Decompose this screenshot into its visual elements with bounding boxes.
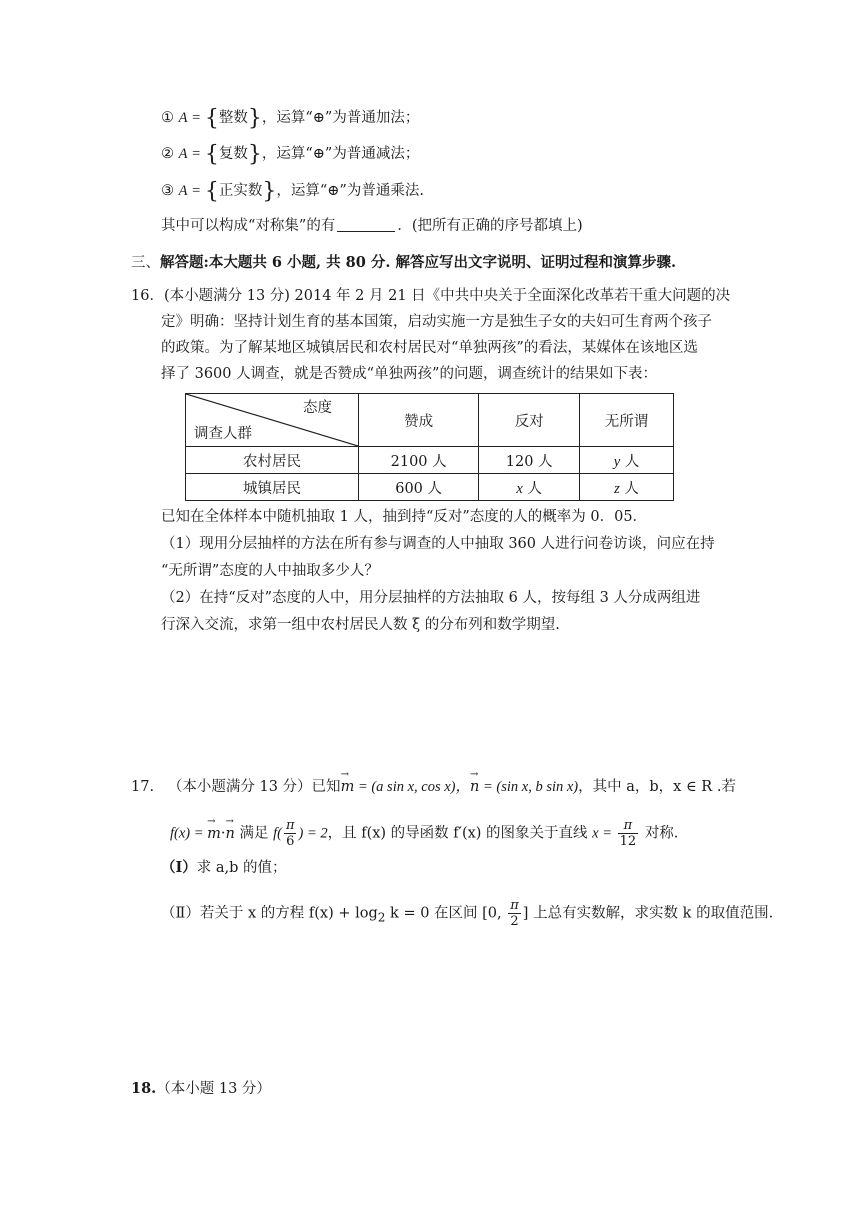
fraction-denominator: 12 xyxy=(619,834,637,849)
vector-n-value: = (sin x, b sin x) xyxy=(479,779,579,795)
x-equals: x = xyxy=(592,825,616,842)
q16-after-4: （2）在持“反对”态度的人中，用分层抽样的方法抽取 6 人，按每组 3 人分成两组进 xyxy=(161,590,701,606)
q17-part-1 xyxy=(161,857,287,879)
q16-line-3: 的政策。为了解某地区城镇居民和农村居民对“单独两孩”的看法，某媒体在该地区选 xyxy=(161,340,698,356)
question-number: 18. xyxy=(131,1080,157,1097)
part-text: k = 0 在区间 [0, xyxy=(385,905,507,922)
fill-in-note: ．(把所有正确的序号都填上) xyxy=(397,218,583,234)
equals-sign: = xyxy=(192,183,201,199)
option-number: ③ xyxy=(161,183,174,199)
cell-unit: 人 xyxy=(619,480,639,497)
q16-after-5: 行深入交流，求第一组中农村居民人数 ξ 的分布列和数学期望. xyxy=(161,617,560,633)
part-label: （Ⅱ） xyxy=(161,905,200,922)
survey-table xyxy=(185,393,674,501)
cell-value: x xyxy=(516,480,523,497)
set-variable: A xyxy=(178,146,188,162)
option-text: ，运算“⊕”为普通乘法. xyxy=(276,183,424,199)
row-group-cell: 城镇居民 xyxy=(186,474,359,501)
cell-unit: 人 xyxy=(427,453,447,470)
q17-line-2 xyxy=(170,818,678,849)
option-2 xyxy=(161,143,419,166)
cell-value: z xyxy=(614,480,620,497)
option-1 xyxy=(161,107,419,130)
cell-value: y xyxy=(613,453,621,470)
f-definition: f(x) = xyxy=(170,825,208,842)
brace-open: { xyxy=(204,106,219,131)
brace-close: } xyxy=(247,106,262,131)
vector-n: → n xyxy=(226,819,235,849)
q17-intro: （本小题满分 13 分）已知 xyxy=(167,779,341,795)
corner-cell xyxy=(186,394,359,447)
vector-m-value: = (a sin x, cos x)， xyxy=(354,779,471,795)
equals-sign: = xyxy=(192,110,201,126)
q16-line-1: 16．(本小题满分 13 分) 2014 年 2 月 21 日《中共中央关于全面深化改革若干重大问题的决 xyxy=(131,288,731,304)
q16-after-2: （1）现用分层抽样的方法在所有参与调查的人中抽取 360 人进行问卷访谈，问应在持 xyxy=(161,536,715,552)
cell-unit: 人 xyxy=(522,480,542,497)
set-variable: A xyxy=(178,110,188,126)
vector-m: → m xyxy=(341,776,355,798)
table-cell xyxy=(479,474,580,501)
row-group-cell: 农村居民 xyxy=(186,447,359,474)
brace-close: } xyxy=(247,142,262,167)
set-content: 整数 xyxy=(218,110,248,126)
q17-where: ，其中 a，b，x ∈ R .若 xyxy=(578,779,736,795)
part-text: 若关于 x 的方程 f(x) + log xyxy=(199,905,378,922)
table-cell xyxy=(359,447,479,474)
q18-heading xyxy=(131,1078,271,1100)
brace-open: { xyxy=(204,142,219,167)
table-cell xyxy=(359,474,479,501)
cell-value: 600 xyxy=(395,480,423,497)
section-title: 解答题:本大题共 6 小题, 共 80 分. 解答应写出文字说明、证明过程和演算步骤. xyxy=(160,254,677,271)
dot-operator: · xyxy=(220,825,226,842)
brace-open: { xyxy=(204,179,219,204)
answer-blank[interactable] xyxy=(337,217,395,232)
equals-sign: = xyxy=(192,146,201,162)
q18-text: （本小题 13 分） xyxy=(156,1081,271,1097)
pi-over-6-fraction xyxy=(284,818,297,849)
f-call: f( xyxy=(273,825,282,842)
fraction-numerator: π xyxy=(618,818,639,834)
q16-after-3: “无所谓”态度的人中抽取多少人？ xyxy=(161,563,379,579)
fill-in-text: 其中可以构成“对称集”的有 xyxy=(161,218,336,234)
cell-unit: 人 xyxy=(533,453,553,470)
cell-unit: 人 xyxy=(620,453,640,470)
table-row xyxy=(186,447,674,474)
fraction-denominator: 2 xyxy=(510,914,519,929)
table-cell xyxy=(580,474,674,501)
pi-over-12-fraction xyxy=(618,818,639,849)
option-3 xyxy=(161,180,424,203)
option-text: ，运算“⊕”为普通加法； xyxy=(261,110,420,126)
header-cell: 反对 xyxy=(479,394,580,447)
fraction-numerator: π xyxy=(510,898,519,913)
header-cell: 赞成 xyxy=(359,394,479,447)
q16-line-4: 择了 3600 人调查，就是否赞成“单独两孩”的问题，调查统计的结果如下表： xyxy=(161,366,657,382)
derivative-text: ，且 f(x) 的导函数 f′(x) 的图象关于直线 xyxy=(327,825,588,842)
header-cell: 无所谓 xyxy=(580,394,674,447)
vector-m: → m xyxy=(207,819,221,849)
pi-over-2-fraction xyxy=(508,898,521,929)
satisfy-text: 满足 xyxy=(239,825,269,842)
q16-line-2: 定》明确：坚持计划生育的基本国策，启动实施一方是独生子女的夫妇可生育两个孩子 xyxy=(161,314,712,330)
fraction-numerator: π xyxy=(285,818,295,833)
set-content: 复数 xyxy=(218,146,248,162)
q16-after-1: 已知在全体样本中随机抽取 1 人，抽到持“反对”态度的人的概率为 0．05． xyxy=(161,509,648,525)
table-row xyxy=(186,474,674,501)
section-heading xyxy=(131,252,676,274)
table-cell xyxy=(580,447,674,474)
question-number: 17. xyxy=(131,779,155,795)
f-value: ) = 2 xyxy=(298,825,328,842)
corner-top-label: 态度 xyxy=(303,400,332,416)
section-number: 三、 xyxy=(131,255,160,271)
q17-line-1 xyxy=(131,776,736,798)
cell-unit: 人 xyxy=(422,480,443,497)
symmetry-text: 对称. xyxy=(644,825,679,842)
cell-value: 120 xyxy=(505,453,534,470)
part-text: 求 a,b 的值； xyxy=(196,860,287,876)
option-number: ② xyxy=(161,146,174,162)
table-header-row xyxy=(186,394,674,447)
log-base: 2 xyxy=(377,910,386,925)
table-cell xyxy=(479,447,580,474)
fill-in-question xyxy=(161,215,583,237)
part-text: ] 上总有实数解，求实数 k 的取值范围. xyxy=(522,905,774,922)
brace-close: } xyxy=(262,179,277,204)
set-content: 正实数 xyxy=(218,183,263,199)
option-text: ，运算“⊕”为普通减法； xyxy=(261,146,420,162)
option-number: ① xyxy=(161,110,174,126)
cell-value: 2100 xyxy=(390,453,428,470)
vector-n: → n xyxy=(470,776,479,798)
q17-part-2 xyxy=(161,898,773,932)
set-variable: A xyxy=(178,183,188,199)
corner-bottom-label: 调查人群 xyxy=(194,426,252,442)
fraction-denominator: 6 xyxy=(286,834,295,849)
part-label: （Ⅰ） xyxy=(161,859,197,876)
